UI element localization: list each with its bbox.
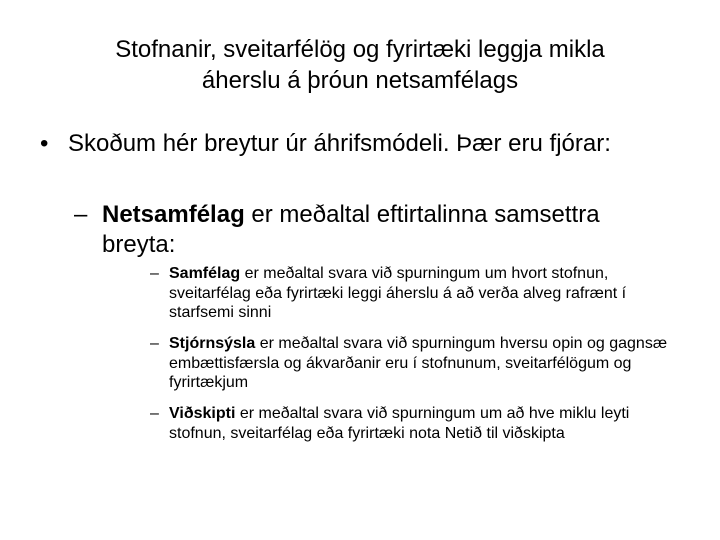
term-samfelag: Samfélag	[169, 265, 241, 282]
bullet-level-3-text	[169, 334, 690, 393]
stjornsysla-description: er meðaltal svara við spurningum hversu opin og gagnsæ embættisfærsla og ákvarðanir eru í stofnunum, sveitarfélögum og fyrirtækjum	[169, 335, 668, 391]
dash-marker: –	[150, 335, 159, 352]
bullet-level-2	[74, 200, 634, 260]
slide-title-line-1: Stofnanir, sveitarfélög og fyrirtæki leggja mikla	[115, 36, 605, 63]
bullet-level-3-text	[169, 404, 690, 443]
vidskipti-description: er meðaltal svara við spurningum um að hve miklu leyti stofnun, sveitarfélag eða fyrirtæki nota Netið til viðskipta	[169, 405, 630, 442]
term-netsamfelag: Netsamfélag	[102, 201, 245, 228]
dash-marker: –	[74, 201, 88, 228]
samfelag-description: er meðaltal svara við spurningum um hvort stofnun, sveitarfélag eða fyrirtæki leggi áherslu á að verða alveg rafrænt í starfsemi sinni	[169, 265, 627, 321]
term-vidskipti: Viðskipti	[169, 405, 236, 422]
slide-title-line-2: áherslu á þróun netsamfélags	[201, 67, 519, 94]
bullet-marker: •	[40, 130, 49, 157]
bullet-level-2-text	[102, 200, 634, 260]
bullet-level-1	[40, 129, 690, 159]
dash-marker: –	[150, 405, 159, 422]
bullet-level-3-stjornsysla	[150, 334, 690, 393]
bullet-level-3-text	[169, 264, 690, 323]
bullet-level-3-samfelag	[150, 264, 690, 323]
dash-marker: –	[150, 265, 159, 282]
term-stjornsysla: Stjórnsýsla	[169, 335, 256, 352]
bullet-level-1-text: Skoðum hér breytur úr áhrifsmódeli. Þær eru fjórar:	[68, 130, 611, 157]
bullet-level-3-vidskipti	[150, 404, 690, 443]
slide-title	[40, 34, 680, 96]
bullet-level-2-description: er meðaltal eftirtalinna samsettra breyta:	[102, 201, 600, 258]
